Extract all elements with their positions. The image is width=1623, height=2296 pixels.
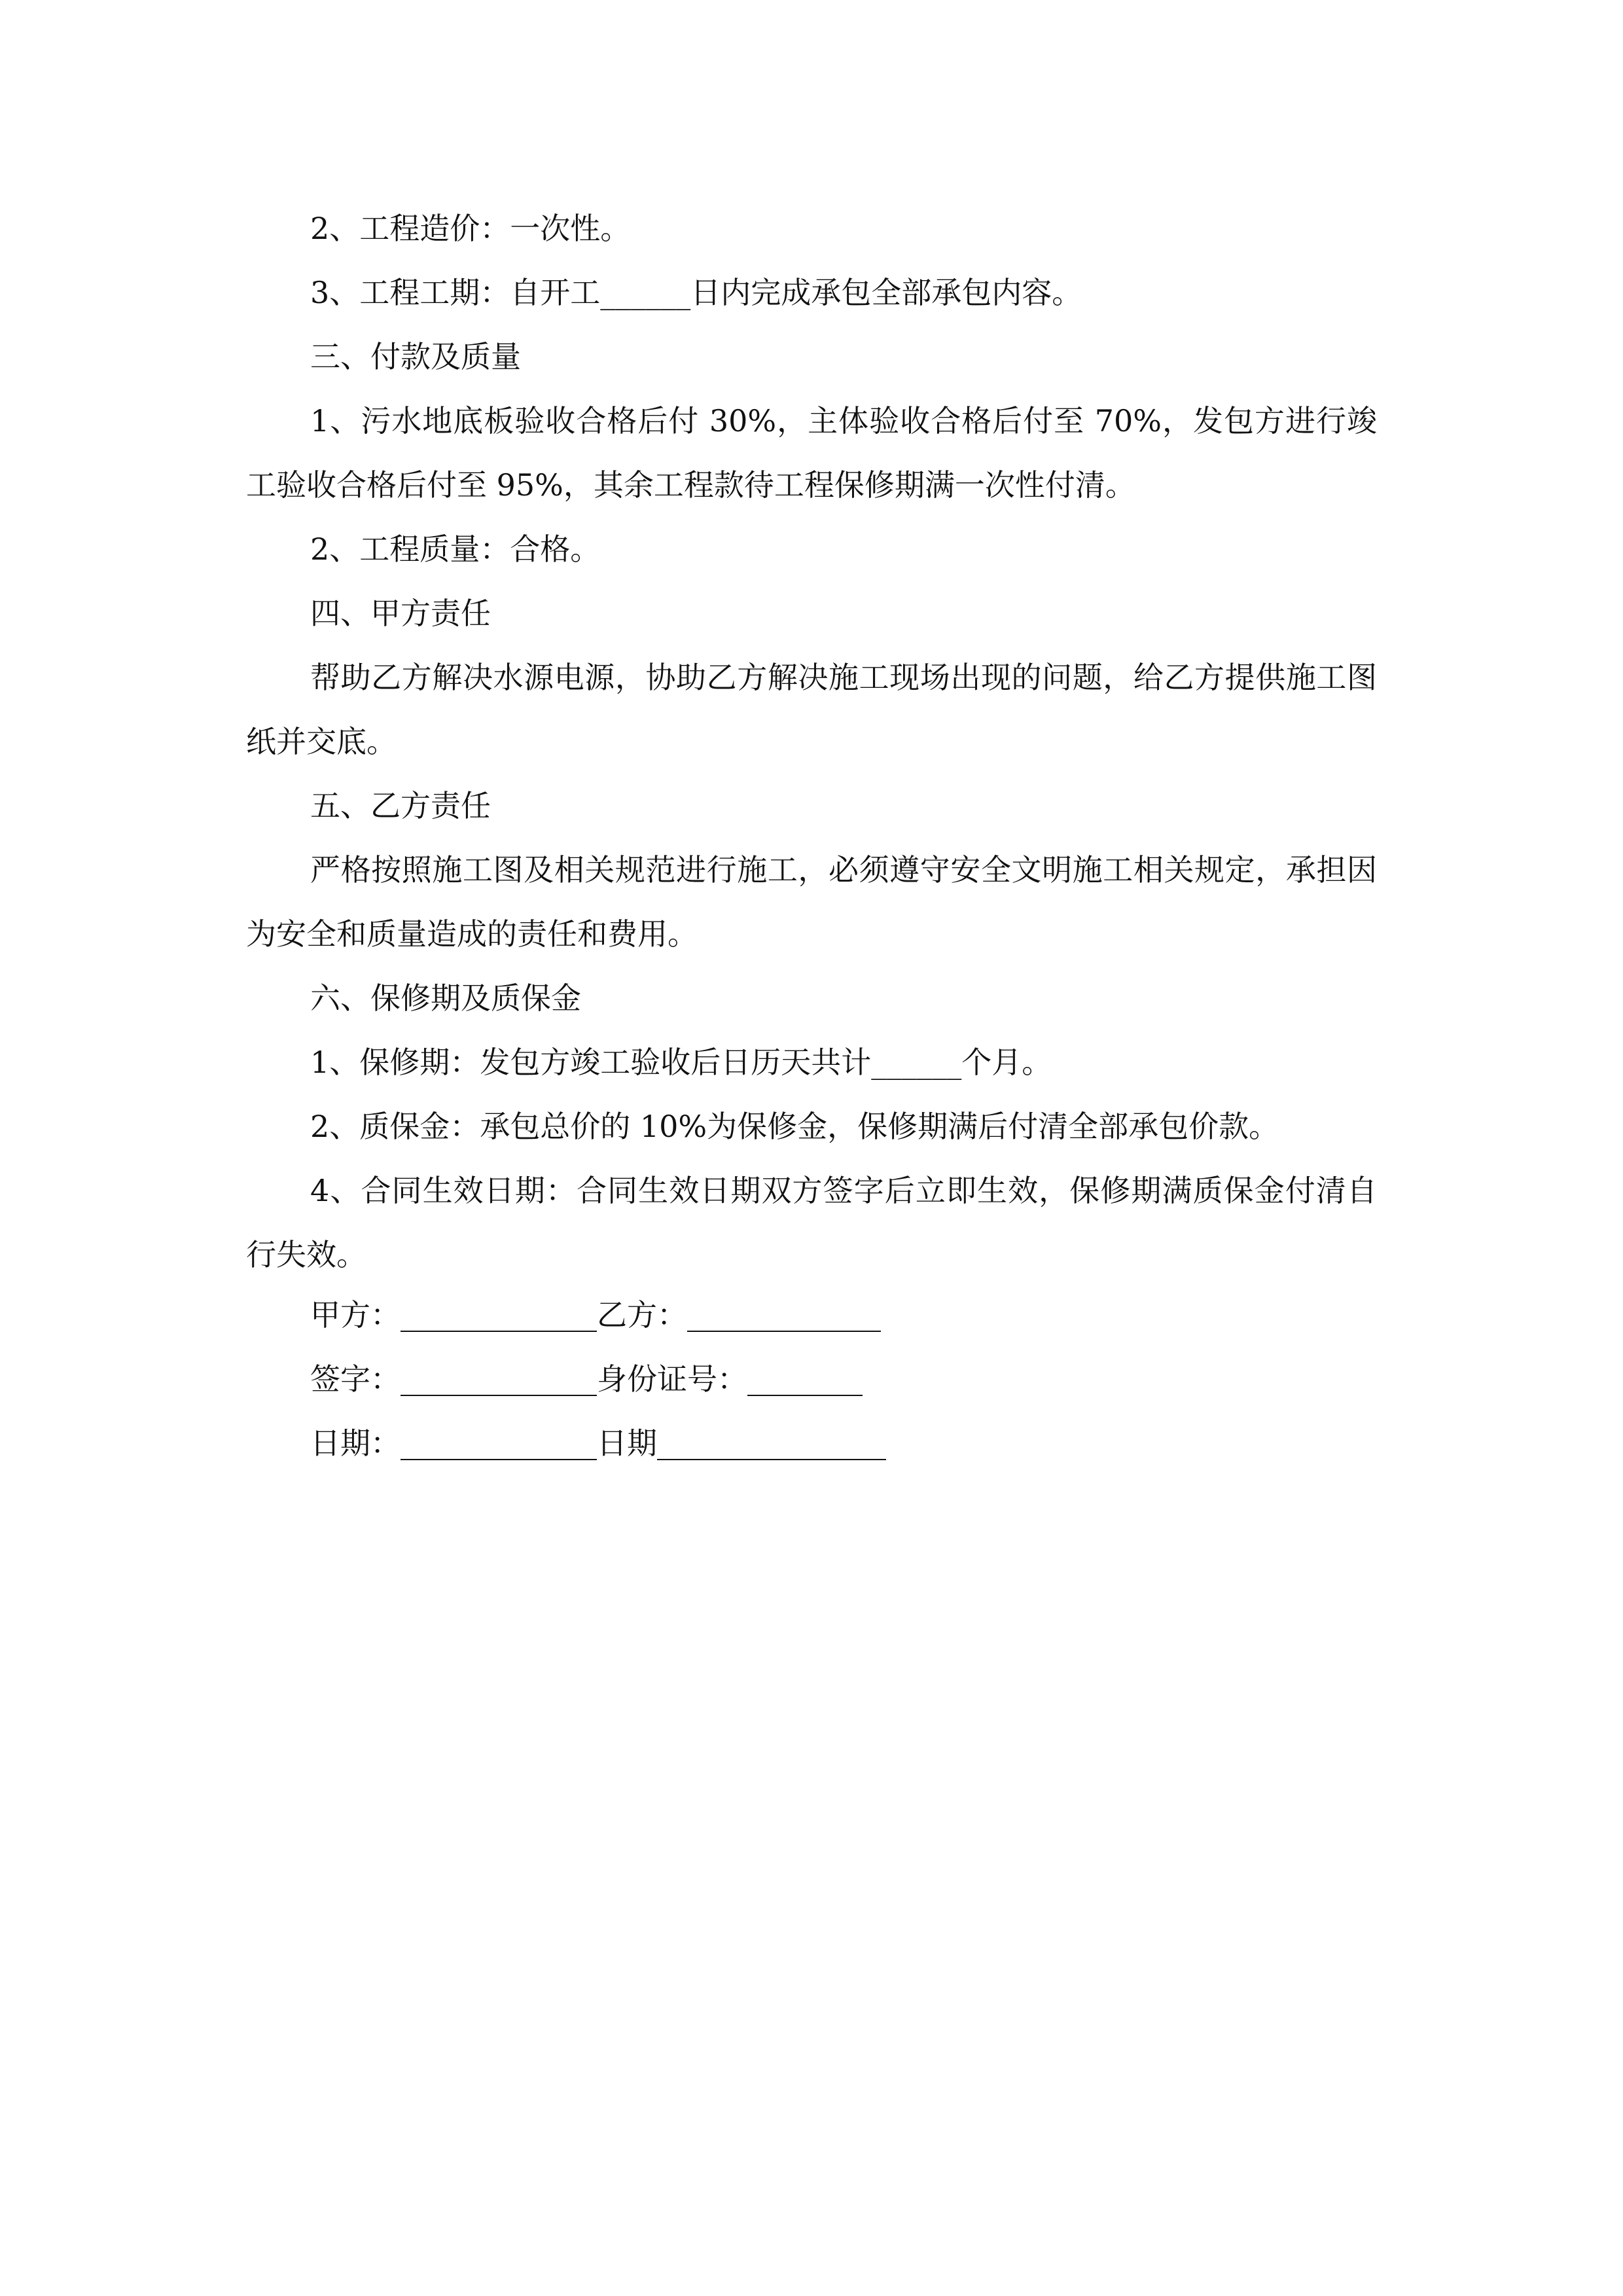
date-b-blank[interactable] (657, 1429, 886, 1460)
contract-body (246, 196, 1377, 1287)
paragraph-project-period: 3、工程工期：自开工______日内完成承包全部承包内容。 (310, 275, 1082, 310)
party-a-label: 甲方： (310, 1297, 401, 1333)
date-label-a: 日期： (310, 1426, 401, 1461)
paragraph-project-quality: 2、工程质量：合格。 (310, 531, 601, 567)
date-a-blank[interactable] (401, 1429, 597, 1460)
signature-block (310, 1283, 886, 1475)
date-label-b: 日期 (597, 1426, 657, 1461)
party-b-blank[interactable] (687, 1300, 881, 1332)
heading-warranty: 六、保修期及质保金 (310, 980, 581, 1016)
paragraph-party-b-duties: 严格按照施工图及相关规范进行施工，必须遵守安全文明施工相关规定，承担因为安全和质量造成的责任和费用。 (246, 852, 1377, 952)
paragraph-effective-date: 4、合同生效日期：合同生效日期双方签字后立即生效，保修期满质保金付清自行失效。 (246, 1173, 1377, 1272)
paragraph-project-cost: 2、工程造价：一次性。 (310, 211, 631, 246)
party-a-blank[interactable] (401, 1300, 597, 1332)
id-number-label: 身份证号： (597, 1361, 747, 1397)
paragraph-payment-terms: 1、污水地底板验收合格后付 30%，主体验收合格后付至 70%，发包方进行竣工验收合格后付至 95%，其余工程款待工程保修期满一次性付清。 (246, 403, 1377, 503)
paragraph-warranty-period: 1、保修期：发包方竣工验收后日历天共计______个月。 (310, 1045, 1052, 1080)
paragraph-party-a-duties: 帮助乙方解决水源电源，协助乙方解决施工现场出现的问题，给乙方提供施工图纸并交底。 (246, 660, 1377, 759)
signature-row-sign (310, 1347, 886, 1411)
signature-row-parties (310, 1283, 886, 1347)
id-number-blank[interactable] (747, 1365, 863, 1396)
heading-party-b-duties: 五、乙方责任 (310, 788, 491, 823)
sign-label: 签字： (310, 1361, 401, 1397)
sign-blank[interactable] (401, 1365, 597, 1396)
heading-payment-quality: 三、付款及质量 (310, 339, 521, 374)
signature-row-date (310, 1411, 886, 1475)
party-b-label: 乙方： (597, 1297, 687, 1333)
heading-party-a-duties: 四、甲方责任 (310, 596, 491, 631)
paragraph-retention-money: 2、质保金：承包总价的 10%为保修金，保修期满后付清全部承包价款。 (310, 1109, 1279, 1144)
